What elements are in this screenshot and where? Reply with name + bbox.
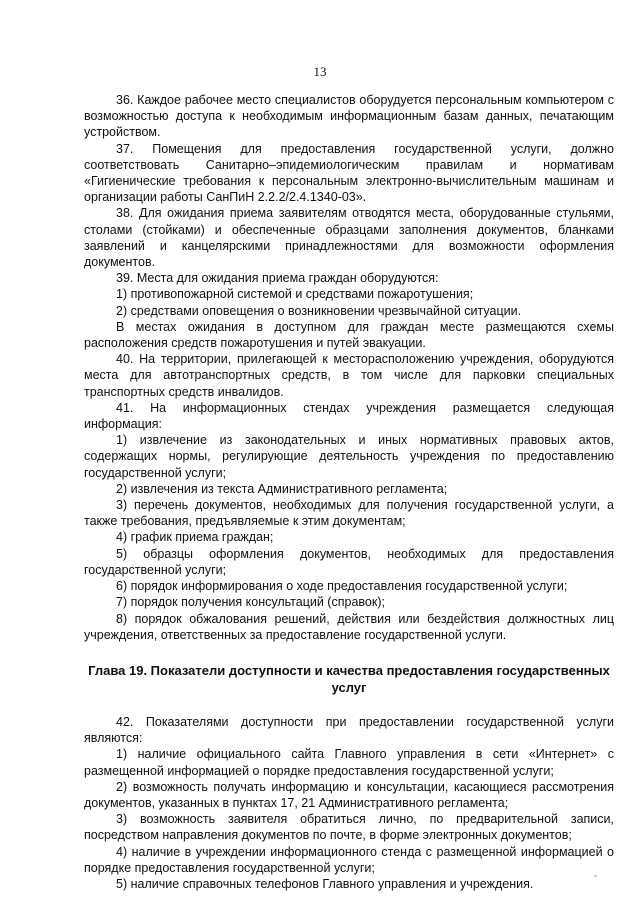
- paragraph-41-item-4: 4) график приема граждан;: [116, 530, 274, 545]
- paragraph-39-note: В местах ожидания в доступном для граждан месте размещаются схемы расположения средств пожаротушения и путей эвакуации.: [84, 319, 614, 351]
- paragraph-41: 41. На информационных стендах учреждения размещается следующая информация:: [84, 400, 614, 432]
- paragraph-39: 39. Места для ожидания приема граждан оборудуются:: [116, 271, 439, 286]
- paragraph-42: 42. Показателями доступности при предоставлении государственной услуги являются:: [84, 714, 614, 746]
- paragraph-42-item-4: 4) наличие в учреждении информационного стенда с размещенной информацией о порядке предоставления государственной услуги;: [84, 844, 614, 875]
- paragraph-41-item-1: 1) извлечение из законодательных и иных нормативных правовых актов, содержащих нормы, регулирующие деятельность учреждения по предоставлению государственной услуги;: [84, 433, 614, 480]
- paragraph-41-item-2: 2) извлечения из текста Административного регламента;: [116, 481, 448, 496]
- paragraph-41-item-6: 6) порядок информирования о ходе предоставления государственной услуги;: [116, 579, 568, 594]
- page-content: [84, 92, 614, 892]
- paragraph-42-item-3: 3) возможность заявителя обратиться лично, по предварительной записи, посредством направления документов по почте, в форме электронных документов;: [84, 812, 614, 843]
- paragraph-42-item-5: 5) наличие справочных телефонов Главного управления и учреждения.: [116, 876, 534, 891]
- paragraph-39-item-1: 1) противопожарной системой и средствами пожаротушения;: [116, 287, 474, 302]
- chapter-heading: Глава 19. Показатели доступности и качества предоставления государственных услуг: [88, 662, 610, 695]
- paragraph-38: 38. Для ожидания приема заявителям отводятся места, оборудованные стульями, столами (стойками) и обеспеченные образцами заполнения документов, бланками заявлений и канцелярскими принадлежностями для возможности оформления документов.: [84, 206, 614, 270]
- paragraph-42-item-1: 1) наличие официального сайта Главного управления в сети «Интернет» с размещенной информацией о порядке предоставления государственной услуги;: [84, 747, 614, 778]
- paragraph-41-item-3: 3) перечень документов, необходимых для получения государственной услуги, а также требования, предъявляемые к этим документам;: [84, 498, 614, 529]
- paragraph-40: 40. На территории, прилегающей к месторасположению учреждения, оборудуются места для автотранспортных средств, в том числе для парковки специальных транспортных средств инвалидов.: [84, 352, 614, 399]
- paragraph-39-item-2: 2) средствами оповещения о возникновении чрезвычайной ситуации.: [116, 303, 522, 318]
- page-number: 13: [313, 64, 327, 79]
- paragraph-41-item-8: 8) порядок обжалования решений, действия или бездействия должностных лиц учреждения, ответственных за предоставление государственной услуги.: [84, 611, 614, 642]
- paragraph-41-item-5: 5) образцы оформления документов, необходимых для предоставления государственной услуги;: [84, 546, 614, 577]
- paragraph-37: 37. Помещения для предоставления государственной услуги, должно соответствовать Санитарно–эпидемиологическим правилам и нормативам «Гигиенические требования к персональным электронно-вычислительным машинам и организации работы СанПиН 2.2.2/2.4.1340-03».: [84, 141, 614, 205]
- paragraph-36: 36. Каждое рабочее место специалистов оборудуется персональным компьютером с возможностью доступа к необходимым информационным базам данных, печатающим устройством.: [84, 93, 614, 140]
- paragraph-41-item-7: 7) порядок получения консультаций (справок);: [116, 595, 385, 610]
- scan-speck: [594, 875, 597, 877]
- paragraph-42-item-2: 2) возможность получать информацию и консультации, касающиеся рассмотрения документов, указанных в пунктах 17, 21 Административного регламента;: [84, 779, 614, 810]
